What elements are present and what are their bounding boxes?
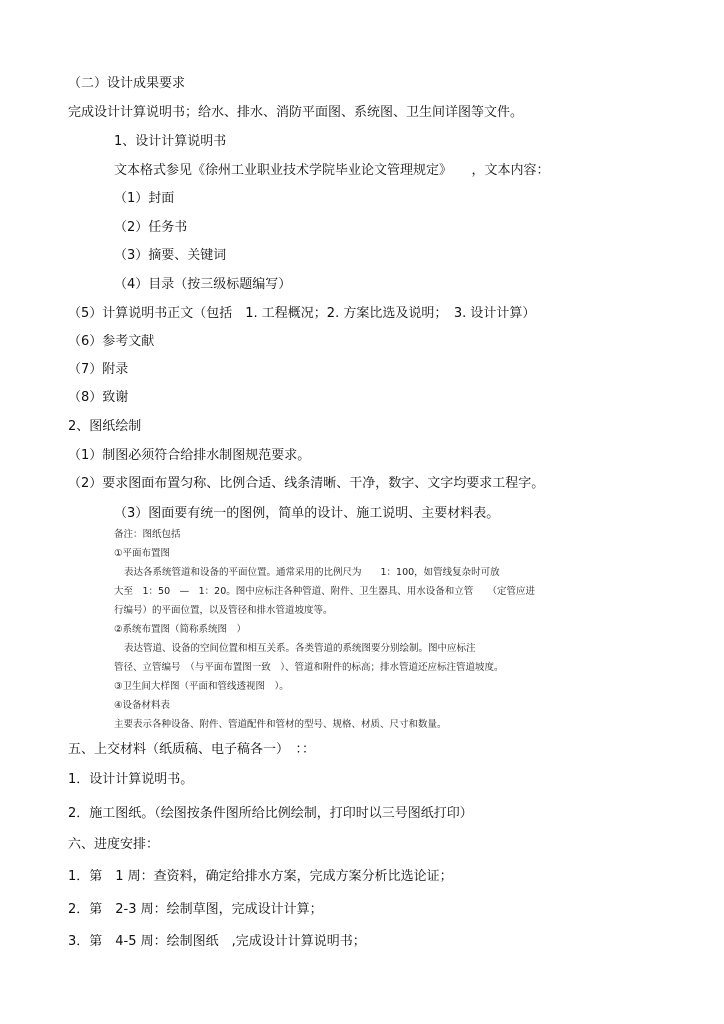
paragraph-text-format: 文本格式参见《徐州工业职业技术学院毕业论文管理规定》 ，文本内容： — [114, 163, 550, 178]
section-heading-schedule: 六、进度安排： — [68, 837, 160, 852]
list-item-appendix: （7）附录 — [68, 362, 129, 377]
subheading-calc-report: 1、设计计算说明书 — [114, 134, 227, 149]
note-plan-layout-line1: 表达各系统管道和设备的平面位置。通常采用的比例尺为 1：100，如管线复杂时可放 — [124, 567, 500, 578]
section-heading-submission: 五、上交材料（纸质稿、电子稿各一） ：： — [68, 742, 316, 757]
subheading-drawings: 2、图纸绘制 — [68, 419, 142, 434]
note-plan-layout-line2: 大至 1：50 — 1：20。图中应标注各种管道、附件、卫生器具、用水设备和立管 （定管应进 — [114, 586, 536, 597]
schedule-item-2: 2．第 2-3 周：绘制草图，完成设计计算； — [68, 902, 323, 917]
note-system-line2: 管径、立管编号 （与平面布置图一致 ）、管道和附件的标高；排水管道还应标注管道坡度。 — [114, 662, 504, 673]
list-item-references: （6）参考文献 — [68, 334, 155, 349]
list-item-cover: （1）封面 — [114, 191, 175, 206]
list-item-assignment: （2）任务书 — [114, 220, 188, 235]
drawing-requirement-1: （1）制图必须符合给排水制图规范要求。 — [68, 448, 311, 463]
schedule-item-1: 1．第 1 周：查资料，确定给排水方案，完成方案分析比选论证； — [68, 869, 453, 884]
submission-item-1: 1．设计计算说明书。 — [68, 772, 194, 787]
list-item-toc: （4）目录（按三级标题编写） — [114, 277, 292, 292]
section-heading-design-results: （二）设计成果要求 — [68, 76, 186, 91]
drawing-requirement-3: （3）图面要有统一的图例，简单的设计、施工说明、主要材料表。 — [114, 506, 500, 521]
submission-item-2: 2．施工图纸。（绘图按条件图所给比例绘制，打印时以三号图纸打印） — [68, 806, 473, 821]
list-item-abstract: （3）摘要、关键词 — [114, 248, 227, 263]
note-plan-layout-line3: 行编号）的平面位置，以及管径和排水管道坡度等。 — [114, 605, 333, 616]
note-heading: 备注：图纸包括 — [114, 529, 181, 540]
note-system-title: ②系统布置图（简称系统图 ） — [114, 624, 247, 635]
note-bathroom-detail: ③卫生间大样图（平面和管线透视图 ）。 — [114, 681, 289, 692]
paragraph-deliverables: 完成设计计算说明书；给水、排水、消防平面图、系统图、卫生间详图等文件。 — [68, 105, 524, 120]
list-item-acknowledgement: （8）致谢 — [68, 390, 129, 405]
note-plan-layout-title: ①平面布置图 — [114, 548, 171, 559]
note-equipment-line1: 主要表示各种设备、附件、管道配件和管材的型号、规格、材质、尺寸和数量。 — [114, 719, 447, 730]
note-equipment-title: ④设备材料表 — [114, 700, 171, 711]
note-system-line1: 表达管道、设备的空间位置和相互关系。各类管道的系统图要分别绘制。图中应标注 — [124, 643, 476, 654]
list-item-main-text: （5）计算说明书正文（包括 1. 工程概况；2. 方案比选及说明； 3. 设计计算） — [68, 306, 536, 321]
schedule-item-3: 3．第 4-5 周：绘制图纸 ,完成设计计算说明书； — [68, 934, 366, 949]
drawing-requirement-2: （2）要求图面布置匀称、比例合适、线条清晰、干净，数字、文字均要求工程字。 — [68, 476, 545, 491]
